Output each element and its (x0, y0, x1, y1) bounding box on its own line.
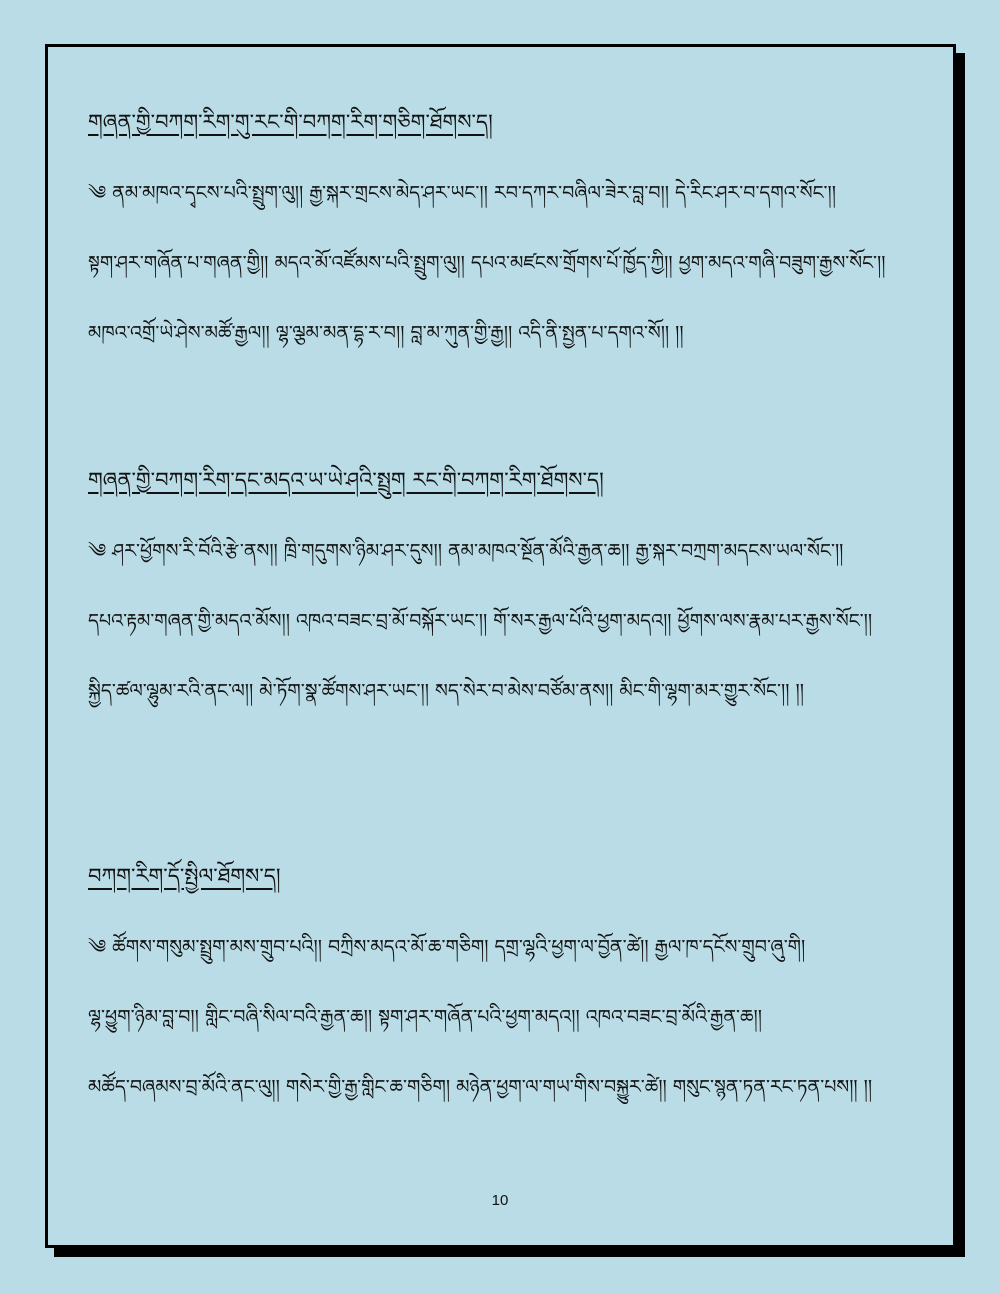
section-heading: བཀག་རིག་དོ་སྤྱིལ་ཐོགས་ད། (88, 864, 281, 888)
section-heading: གཞན་གྱི་བཀག་རིག་དང་མདའ་ཡ་ཡེ་ཤའི་སྤྲུག རང་གི་བཀག་རིག་ཐོགས་ད། (88, 468, 604, 492)
page-frame (45, 44, 956, 1248)
section-heading: གཞན་གྱི་བཀག་རིག་གུ་རང་གི་བཀག་རིག་གཅིག་ཐོགས་ད། (88, 110, 493, 134)
page-number: 10 (491, 1192, 509, 1209)
verse-line: དཔའ་རྟམ་གཞན་གྱི་མདའ་མོས།། འཁའ་བཟང་བྲ་མོ་བསྐོར་ཡང་།། གོ་སར་རྒྱལ་པོའི་ཕྱག་མདའ།། ཕྱོགས་ལས་རྣམ་པར་རྒྱས་སོང་།། (88, 610, 873, 632)
verse-line: ༄ ནམ་མཁའ་དྭངས་པའི་སྤྲུག་ལུ།། རྒྱ་སྐར་གྲངས་མེད་ཤར་ཡང་།། རབ་དཀར་བཞིལ་ཟེར་བླ་བ།། དེ་རིང་ཤར་བ་དགའ་སོང་།། (88, 182, 836, 204)
verse-line: མཚོད་བཞམས་བྲ་མོའི་ནང་ལུ།། གསེར་གྱི་རྒྱ་གླིང་ཆ་གཅིག། མཉེན་ཕྱག་ལ་གཡ་གིས་བསྐྱུར་ཚེ།། གསུང་སྙན་ཏན་རང་ཏན་པས།། །། (88, 1076, 873, 1098)
verse-line: སྐྱིད་ཚལ་ལྷུམ་རའི་ནང་ལ།། མེ་ཏོག་སྣ་ཚོགས་ཤར་ཡང་།། སད་སེར་བ་མེས་བཙོམ་ནས།། མིང་གི་ལྷག་མར་གྱུར་སོང་།། །། (88, 680, 804, 702)
verse-line: ༄ ཚོགས་གསུམ་སྤྲུག་མས་གྲུབ་པའི།། བཀྲིས་མདའ་མོ་ཆ་གཅིག། དགྲ་ལྷའི་ཕྱག་ལ་བྱོན་ཚེ།། རྒྱལ་ཁ་དངོས་གྲུབ་ཞུ་གི། (88, 936, 806, 958)
section-1 (88, 107, 928, 353)
verse-line: ལྷ་ཕྱུག་ཉིམ་བླ་བ།། གླིང་བཞི་སིལ་བའི་རྒྱན་ཆ།། སྟག་ཤར་གཞོན་པའི་ཕྱག་མདའ།། འཁའ་བཟང་བྲ་མོའི་རྒྱན་ཆ།། (88, 1006, 762, 1028)
verse-line: སྟག་ཤར་གཞོན་པ་གཞན་གྱི།། མདའ་མོ་འཛོམས་པའི་སྤྲུག་ལུ།། དཔའ་མཛངས་གྲོགས་པོ་ཁྱོད་ཀྱི།། ཕྱག་མདའ་གཞི་བཟུག་རྒྱས་སོང་།། (88, 252, 886, 274)
section-3 (88, 861, 928, 1107)
verse-line: མཁའ་འགྲོ་ཡེ་ཤེས་མཚོ་རྒྱལ།། ལྷ་ལྕམ་མན་དྷ་ར་བ།། བླ་མ་ཀུན་གྱི་རྒྱ།། འདི་ནི་སྤྱན་པ་དགའ་སོ།། །། (88, 322, 684, 344)
section-2 (88, 465, 928, 711)
verse-line: ༄ ཤར་ཕྱོགས་རི་བོའི་རྩེ་ནས།། ཁྲི་གདུགས་ཉིམ་ཤར་དུས།། ནམ་མཁའ་སྔོན་མོའི་རྒྱན་ཆ།། རྒྱ་སྐར་བཀྲག་མདངས་ཡལ་སོང་།། (88, 540, 844, 562)
